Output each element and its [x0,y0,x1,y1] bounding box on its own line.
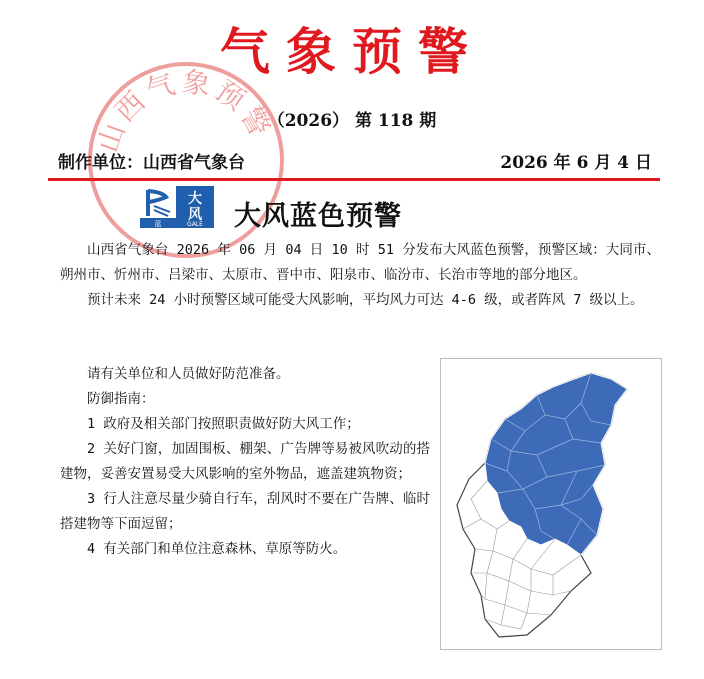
guide-intro: 请有关单位和人员做好防范准备。 [87,366,290,382]
icon-label-top: 大 [188,191,202,207]
warning-paragraph-2: 预计未来 24 小时预警区域可能受大风影响，平均风力可达 4-6 级，或者阵风 7 级以上。 [87,292,644,308]
warning-body [60,238,660,313]
issuer-unit: 制作单位：山西省气象台 [58,153,245,173]
defense-guide [60,362,430,562]
icon-sub: GALE [187,221,203,228]
header-divider [48,178,660,181]
guide-item-1: 1 政府及相关部门按照职责做好防大风工作； [87,416,360,432]
guide-item-3: 3 行人注意尽量少骑自行车，刮风时不要在广告牌、临时搭建物等下面逗留； [60,491,430,532]
svg-text:山西气象预警: 山西气象预警 [91,64,279,157]
gale-blue-warning-icon [140,186,214,228]
icon-label-bottom: 风 [188,207,202,223]
warning-area-map [440,358,662,650]
issue-number: （2026） 第 118 期 [267,111,437,131]
guide-item-4: 4 有关部门和单位注意森林、草原等防火。 [87,541,347,557]
warning-paragraph-1: 山西省气象台 2026 年 06 月 04 日 10 时 51 分发布大风蓝色预警，预警区域：大同市、朔州市、忻州市、吕梁市、太原市、晋中市、阳泉市、临汾市、长治市等地的部分地区。 [60,242,660,283]
issue-date: 2026 年 6 月 4 日 [500,153,652,173]
bulletin-title: 气象预警 [220,22,484,81]
guide-heading: 防御指南： [87,391,155,407]
guide-item-2: 2 关好门窗，加固围板、棚架、广告牌等易被风吹动的搭建物，妥善安置易受大风影响的室外物品，遮盖建筑物资； [60,441,430,482]
icon-level: 蓝 [154,220,162,228]
warning-title: 大风蓝色预警 [234,201,402,232]
